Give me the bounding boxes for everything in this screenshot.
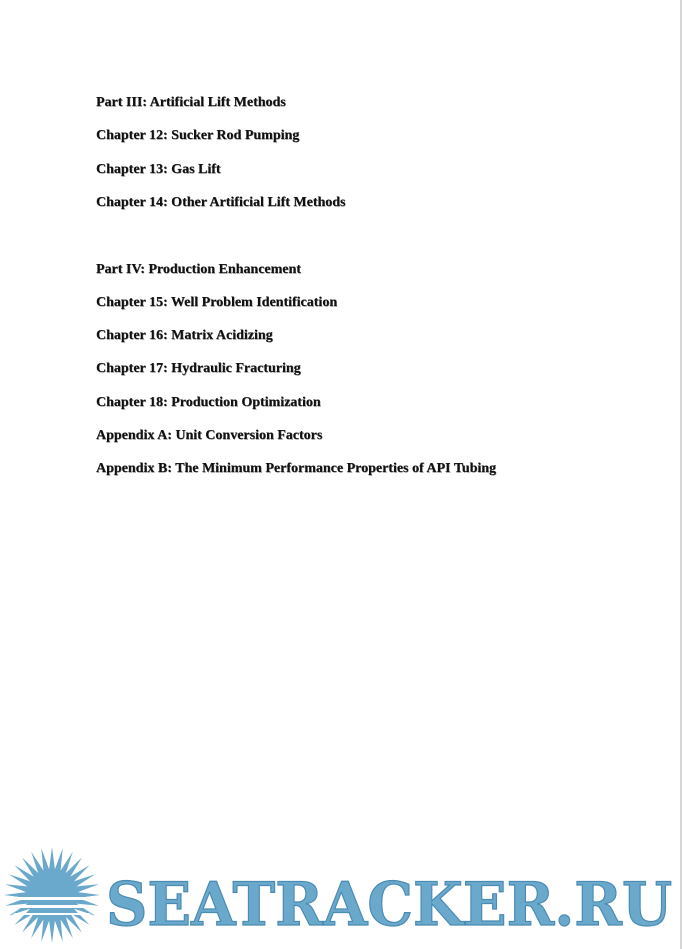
toc-chapter-16: Chapter 16: Matrix Acidizing — [96, 328, 273, 343]
watermark-text: SEATRACKER.RU — [106, 870, 672, 940]
toc-chapter-18: Chapter 18: Production Optimization — [96, 395, 321, 410]
toc-appendix-a: Appendix A: Unit Conversion Factors — [96, 428, 323, 443]
sunburst-logo-icon — [4, 847, 100, 943]
toc-appendix-b: Appendix B: The Minimum Performance Properties of API Tubing — [96, 461, 497, 476]
toc-part-4: Part IV: Production Enhancement — [96, 262, 301, 277]
toc-chapter-15: Chapter 15: Well Problem Identification — [96, 295, 338, 310]
toc-chapter-17: Chapter 17: Hydraulic Fracturing — [96, 361, 301, 376]
toc-chapter-13: Chapter 13: Gas Lift — [96, 162, 221, 177]
seatracker-watermark — [0, 845, 682, 949]
toc-chapter-12: Chapter 12: Sucker Rod Pumping — [96, 128, 300, 143]
toc-part-3: Part III: Artificial Lift Methods — [96, 95, 286, 110]
toc-chapter-14: Chapter 14: Other Artificial Lift Methods — [96, 195, 346, 210]
